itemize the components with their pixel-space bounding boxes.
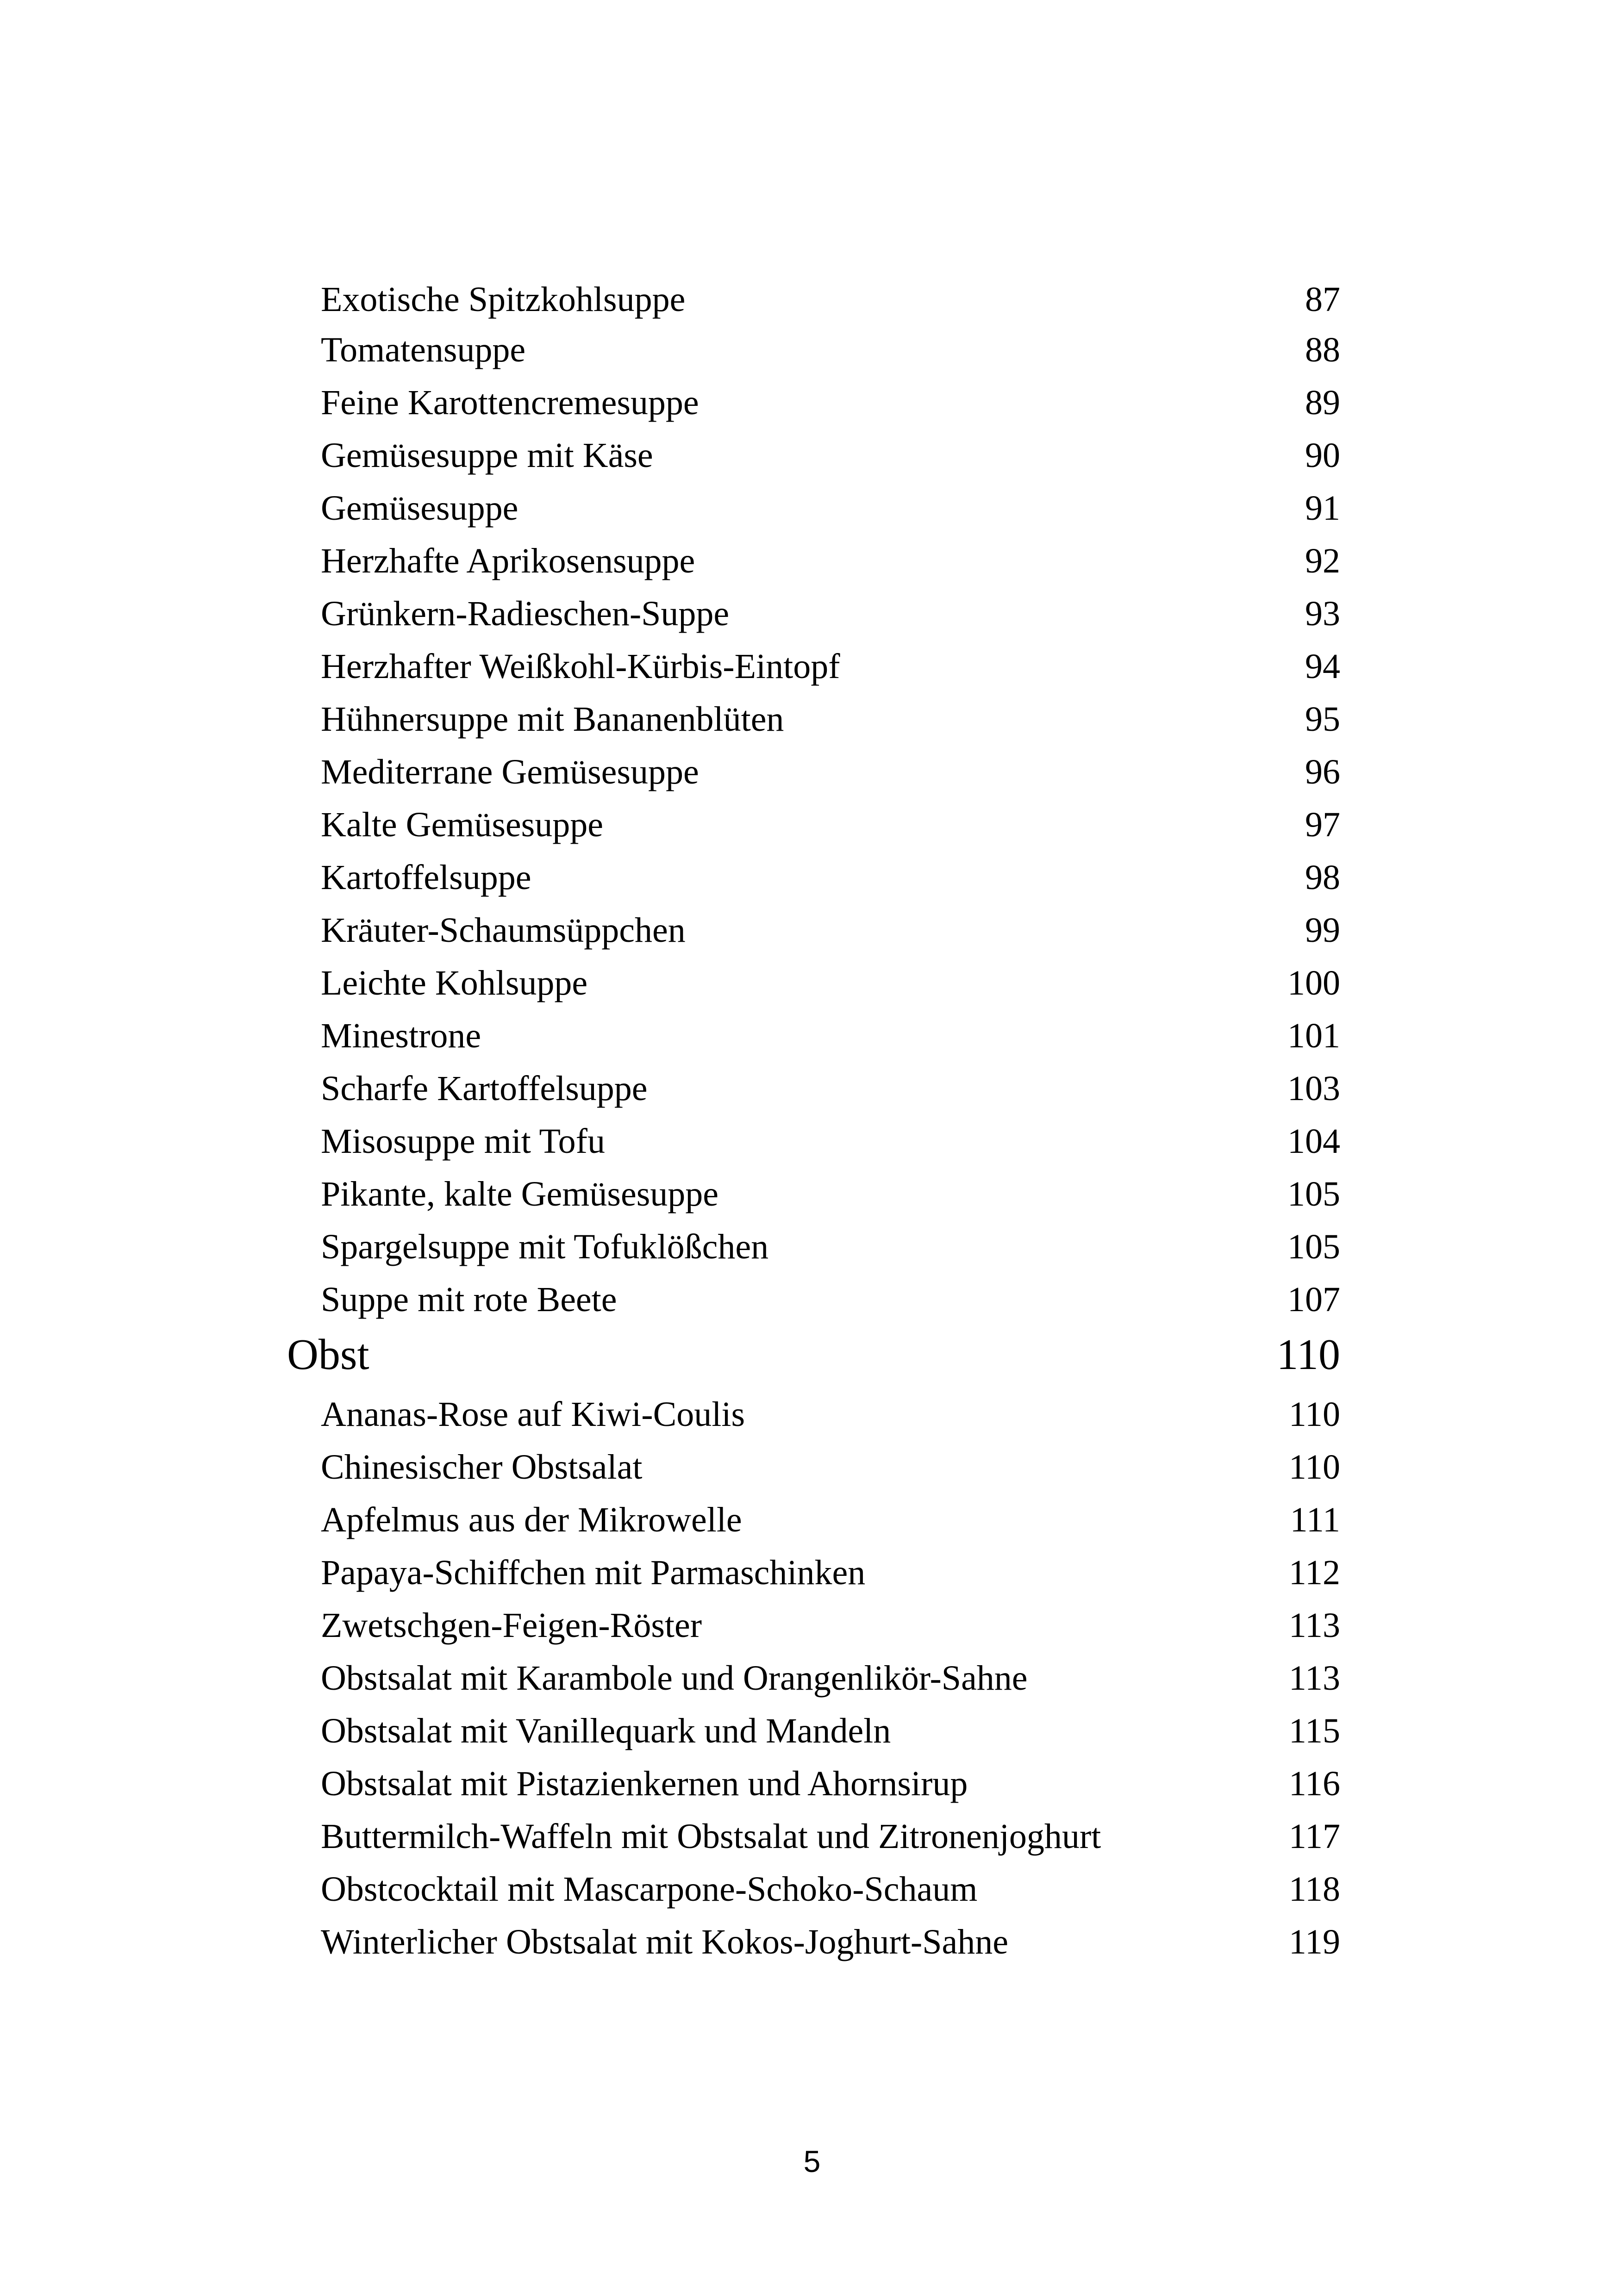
- toc-entry[interactable]: [0, 1758, 1624, 1809]
- toc-entry-title: Herzhafter Weißkohl-Kürbis-Eintopf: [321, 647, 840, 686]
- toc-entry-title: Gemüsesuppe: [321, 489, 518, 528]
- toc-entry[interactable]: [0, 1010, 1624, 1061]
- toc-entry-title: Misosuppe mit Tofu: [321, 1122, 605, 1161]
- toc-section-title: Obst: [287, 1331, 369, 1379]
- toc-entry[interactable]: [0, 1916, 1624, 1967]
- toc-entry-title: Suppe mit rote Beete: [321, 1280, 617, 1319]
- toc-entry-title: Tomatensuppe: [321, 330, 526, 369]
- toc-entry[interactable]: [0, 430, 1624, 481]
- toc-entry[interactable]: [0, 588, 1624, 639]
- toc-entry-title: Kartoffelsuppe: [321, 858, 531, 897]
- toc-entry-title: Feine Karottencremesuppe: [321, 383, 699, 422]
- toc-entry[interactable]: [0, 1442, 1624, 1493]
- toc-entry[interactable]: [0, 535, 1624, 586]
- toc-entry[interactable]: [0, 799, 1624, 850]
- toc-entry-title: Mediterrane Gemüsesuppe: [321, 753, 699, 791]
- toc-entry[interactable]: [0, 1653, 1624, 1704]
- toc-entry-page: 93: [1305, 594, 1340, 633]
- toc-entry-page: 90: [1305, 436, 1340, 475]
- toc-entry-title: Minestrone: [321, 1016, 481, 1055]
- toc-entry-title: Grünkern-Radieschen-Suppe: [321, 594, 730, 633]
- toc-entry-page: 118: [1288, 1870, 1340, 1909]
- toc-entry[interactable]: [0, 641, 1624, 692]
- toc-entry-page: 89: [1305, 383, 1340, 422]
- toc-section[interactable]: [0, 1329, 1624, 1380]
- toc-entry-title: Pikante, kalte Gemüsesuppe: [321, 1175, 719, 1213]
- toc-entry[interactable]: [0, 324, 1624, 375]
- toc-entry-page: 117: [1288, 1817, 1340, 1856]
- toc-entry-title: Obstsalat mit Karambole und Orangenlikör-Sahne: [321, 1659, 1028, 1698]
- toc-entry-page: 116: [1288, 1764, 1340, 1803]
- toc-entry-page: 105: [1287, 1227, 1340, 1266]
- toc-entry-page: 115: [1288, 1711, 1340, 1750]
- toc-entry-title: Kräuter-Schaumsüppchen: [321, 911, 686, 950]
- toc-entry[interactable]: [0, 1494, 1624, 1545]
- toc-entry-title: Exotische Spitzkohlsuppe: [321, 280, 686, 319]
- toc-entry-title: Apfelmus aus der Mikrowelle: [321, 1500, 742, 1539]
- toc-entry-page: 107: [1287, 1280, 1340, 1319]
- toc-entry-page: 112: [1288, 1553, 1340, 1592]
- toc-entry-page: 98: [1305, 858, 1340, 897]
- toc-entry[interactable]: [0, 1811, 1624, 1862]
- toc-entry[interactable]: [0, 1221, 1624, 1272]
- toc-entry[interactable]: [0, 1705, 1624, 1756]
- toc-entry-title: Herzhafte Aprikosensuppe: [321, 541, 695, 580]
- toc-entry-title: Gemüsesuppe mit Käse: [321, 436, 653, 475]
- toc-entry[interactable]: [0, 694, 1624, 745]
- toc-entry[interactable]: [0, 1600, 1624, 1651]
- toc-entry-title: Obstsalat mit Vanillequark und Mandeln: [321, 1711, 891, 1750]
- toc-entry-title: Papaya-Schiffchen mit Parmaschinken: [321, 1553, 866, 1592]
- toc-entry[interactable]: [0, 1389, 1624, 1440]
- toc-entry-page: 111: [1290, 1500, 1340, 1539]
- toc-entry-page: 97: [1305, 805, 1340, 844]
- toc-entry-page: 113: [1288, 1606, 1340, 1645]
- page-number: 5: [803, 2144, 821, 2178]
- toc-entry[interactable]: [0, 377, 1624, 428]
- toc-entry-title: Obstsalat mit Pistazienkernen und Ahornsirup: [321, 1764, 968, 1803]
- toc-entry-page: 100: [1287, 964, 1340, 1002]
- toc-entry-title: Winterlicher Obstsalat mit Kokos-Joghurt-Sahne: [321, 1923, 1008, 1961]
- toc-entry[interactable]: [0, 1169, 1624, 1220]
- toc-entry[interactable]: [0, 1116, 1624, 1167]
- toc-entry-page: 87: [1305, 280, 1340, 319]
- toc-entry-title: Ananas-Rose auf Kiwi-Coulis: [321, 1395, 745, 1434]
- toc-entry-page: 91: [1305, 489, 1340, 528]
- toc-entry-title: Leichte Kohlsuppe: [321, 964, 588, 1002]
- toc-section-page: 110: [1276, 1331, 1340, 1379]
- toc-entry[interactable]: [0, 905, 1624, 956]
- toc-entry-title: Spargelsuppe mit Tofuklößchen: [321, 1227, 769, 1266]
- toc-entry[interactable]: [0, 1547, 1624, 1598]
- toc-entry-page: 99: [1305, 911, 1340, 950]
- toc-entry-title: Obstcocktail mit Mascarpone-Schoko-Schaum: [321, 1870, 978, 1909]
- toc-entry[interactable]: [0, 274, 1624, 325]
- toc-entry-page: 94: [1305, 647, 1340, 686]
- toc-entry-page: 110: [1288, 1448, 1340, 1487]
- toc-entry-title: Scharfe Kartoffelsuppe: [321, 1069, 648, 1108]
- toc-entry[interactable]: [0, 1274, 1624, 1325]
- toc-entry[interactable]: [0, 747, 1624, 797]
- toc-entry-page: 95: [1305, 700, 1340, 739]
- toc-entry-page: 110: [1288, 1395, 1340, 1434]
- toc-entry-page: 104: [1287, 1122, 1340, 1161]
- toc-entry-title: Chinesischer Obstsalat: [321, 1448, 643, 1487]
- toc-entry-page: 92: [1305, 541, 1340, 580]
- toc-entry[interactable]: [0, 1063, 1624, 1114]
- toc-entry-page: 88: [1305, 330, 1340, 369]
- toc-entry-title: Kalte Gemüsesuppe: [321, 805, 603, 844]
- toc-entry-page: 96: [1305, 753, 1340, 791]
- toc-entry[interactable]: [0, 483, 1624, 534]
- toc-entry-page: 101: [1287, 1016, 1340, 1055]
- toc-entry-page: 103: [1287, 1069, 1340, 1108]
- toc-entry-title: Zwetschgen-Feigen-Röster: [321, 1606, 702, 1645]
- toc-entry-page: 119: [1288, 1923, 1340, 1961]
- toc-entry-title: Hühnersuppe mit Bananenblüten: [321, 700, 784, 739]
- toc-entry-page: 113: [1288, 1659, 1340, 1698]
- toc-entry[interactable]: [0, 1864, 1624, 1915]
- toc-entry-title: Buttermilch-Waffeln mit Obstsalat und Zitronenjoghurt: [321, 1817, 1101, 1856]
- toc-entry[interactable]: [0, 852, 1624, 903]
- toc-entry[interactable]: [0, 958, 1624, 1008]
- toc-entry-page: 105: [1287, 1175, 1340, 1213]
